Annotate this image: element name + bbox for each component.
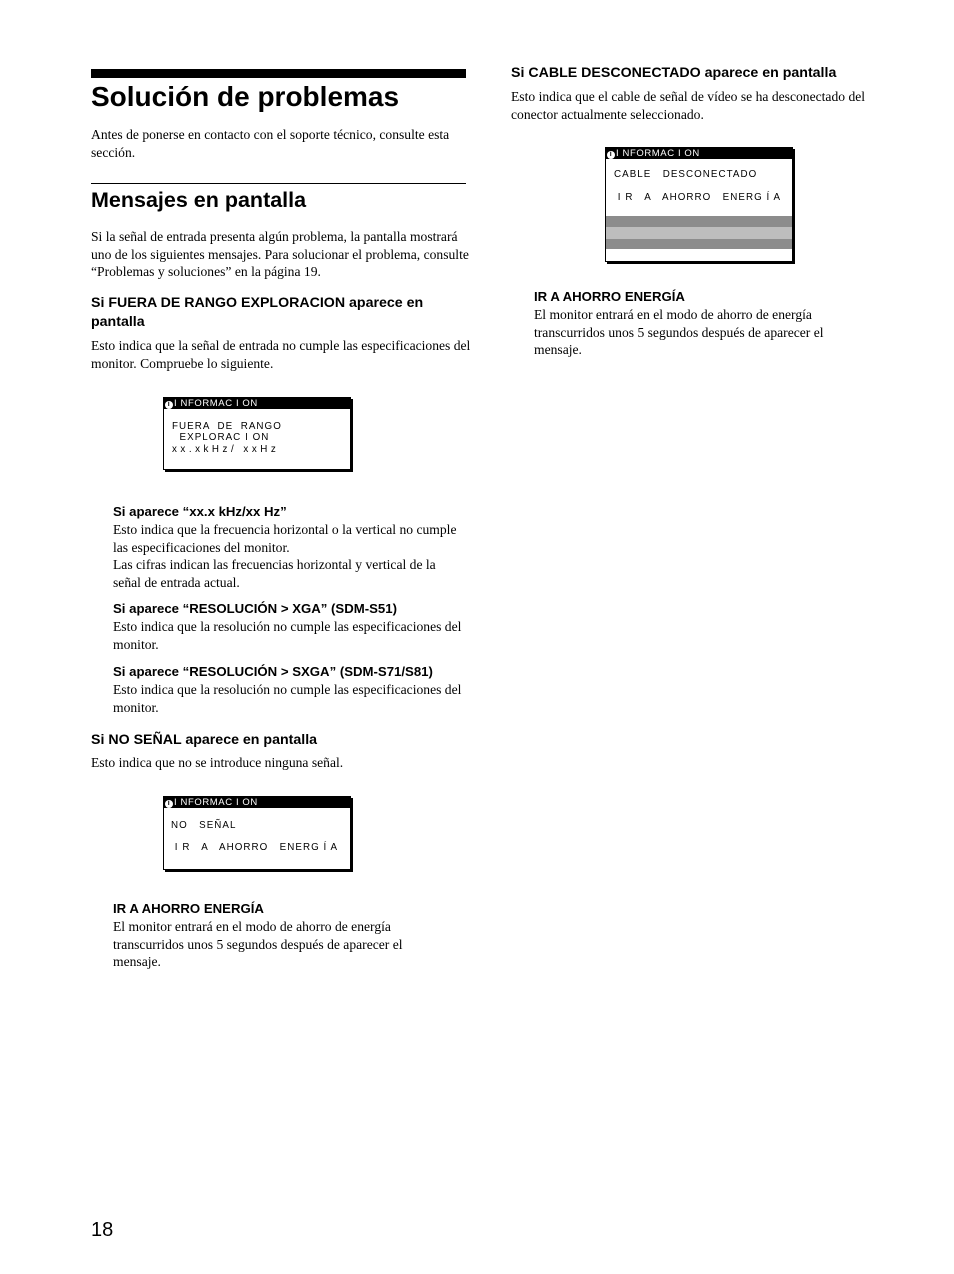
info-icon: i xyxy=(607,151,615,159)
info-icon: i xyxy=(165,401,173,409)
osd-header xyxy=(164,797,350,808)
no-signal-sub-body: El monitor entrará en el modo de ahorro de energía transcurridos unos 5 segundos después de aparecer el mensaje. xyxy=(113,919,403,969)
cable-heading: Si CABLE DESCONECTADO aparece en pantalla xyxy=(511,65,837,81)
osd-header xyxy=(164,398,350,409)
cable-sub-heading: IR A AHORRO ENERGÍA xyxy=(534,289,685,304)
cable-body: Esto indica que el cable de señal de vídeo se ha desconectado del conector actualmente seleccionado. xyxy=(511,89,866,122)
item-heading: Si aparece “xx.x kHz/xx Hz” xyxy=(113,504,287,519)
osd-out-of-range xyxy=(163,397,351,470)
section-intro: Si la señal de entrada presenta algún problema, la pantalla mostrará uno de los siguientes mensajes. Para solucionar el problema, consulte “Problemas y soluciones” en la página 19. xyxy=(91,229,469,279)
osd-gray-band xyxy=(606,227,792,239)
cable-sub-body: El monitor entrará en el modo de ahorro de energía transcurridos unos 5 segundos después de aparecer el mensaje. xyxy=(534,307,824,357)
item-heading: Si aparece “RESOLUCIÓN > XGA” (SDM-S51) xyxy=(113,601,397,616)
intro-text: Antes de ponerse en contacto con el soporte técnico, consulte esta sección. xyxy=(91,127,450,160)
no-signal-body: Esto indica que no se introduce ninguna señal. xyxy=(91,755,344,770)
osd-header-label: I NFORMAC I ON xyxy=(174,398,258,409)
osd-line: EXPLORAC I ON xyxy=(172,432,270,443)
page-title: Solución de problemas xyxy=(91,81,400,112)
osd-gray-band xyxy=(606,239,792,249)
osd-header xyxy=(606,148,792,159)
osd-header-label: I NFORMAC I ON xyxy=(174,797,258,808)
title-bar xyxy=(91,69,466,78)
item-body: Esto indica que la resolución no cumple las especificaciones del monitor. xyxy=(113,682,462,715)
osd-line: x x . x k H z / x x H z xyxy=(172,444,277,455)
osd-line: NO SEÑAL xyxy=(171,820,237,831)
osd-gray-band xyxy=(606,216,792,227)
out-of-range-heading: Si FUERA DE RANGO EXPLORACION aparece en pantalla xyxy=(91,295,424,330)
osd-no-signal xyxy=(163,796,351,870)
osd-cable-disconnected xyxy=(605,147,793,262)
osd-line: CABLE DESCONECTADO xyxy=(614,169,758,180)
osd-line: FUERA DE RANGO xyxy=(172,421,282,432)
section-rule xyxy=(91,183,466,184)
osd-line: I R A AHORRO ENERG Í A xyxy=(614,192,782,203)
page-number: 18 xyxy=(91,1219,114,1241)
item-body: Esto indica que la resolución no cumple las especificaciones del monitor. xyxy=(113,619,462,652)
item-body: Esto indica que la frecuencia horizontal o la vertical no cumple las especificaciones del monitor. xyxy=(113,522,457,555)
item-heading: Si aparece “RESOLUCIÓN > SXGA” (SDM-S71/S81) xyxy=(113,664,433,679)
section-title: Mensajes en pantalla xyxy=(91,188,307,212)
item-body: Las cifras indican las frecuencias horizontal y vertical de la señal de entrada actual. xyxy=(113,557,436,590)
no-signal-heading: Si NO SEÑAL aparece en pantalla xyxy=(91,732,318,748)
out-of-range-body: Esto indica que la señal de entrada no cumple las especificaciones del monitor. Compruebe lo siguiente. xyxy=(91,338,471,371)
osd-line: I R A AHORRO ENERG Í A xyxy=(171,842,339,853)
no-signal-sub-heading: IR A AHORRO ENERGÍA xyxy=(113,901,264,916)
osd-header-label: I NFORMAC I ON xyxy=(616,148,700,159)
info-icon: i xyxy=(165,800,173,808)
